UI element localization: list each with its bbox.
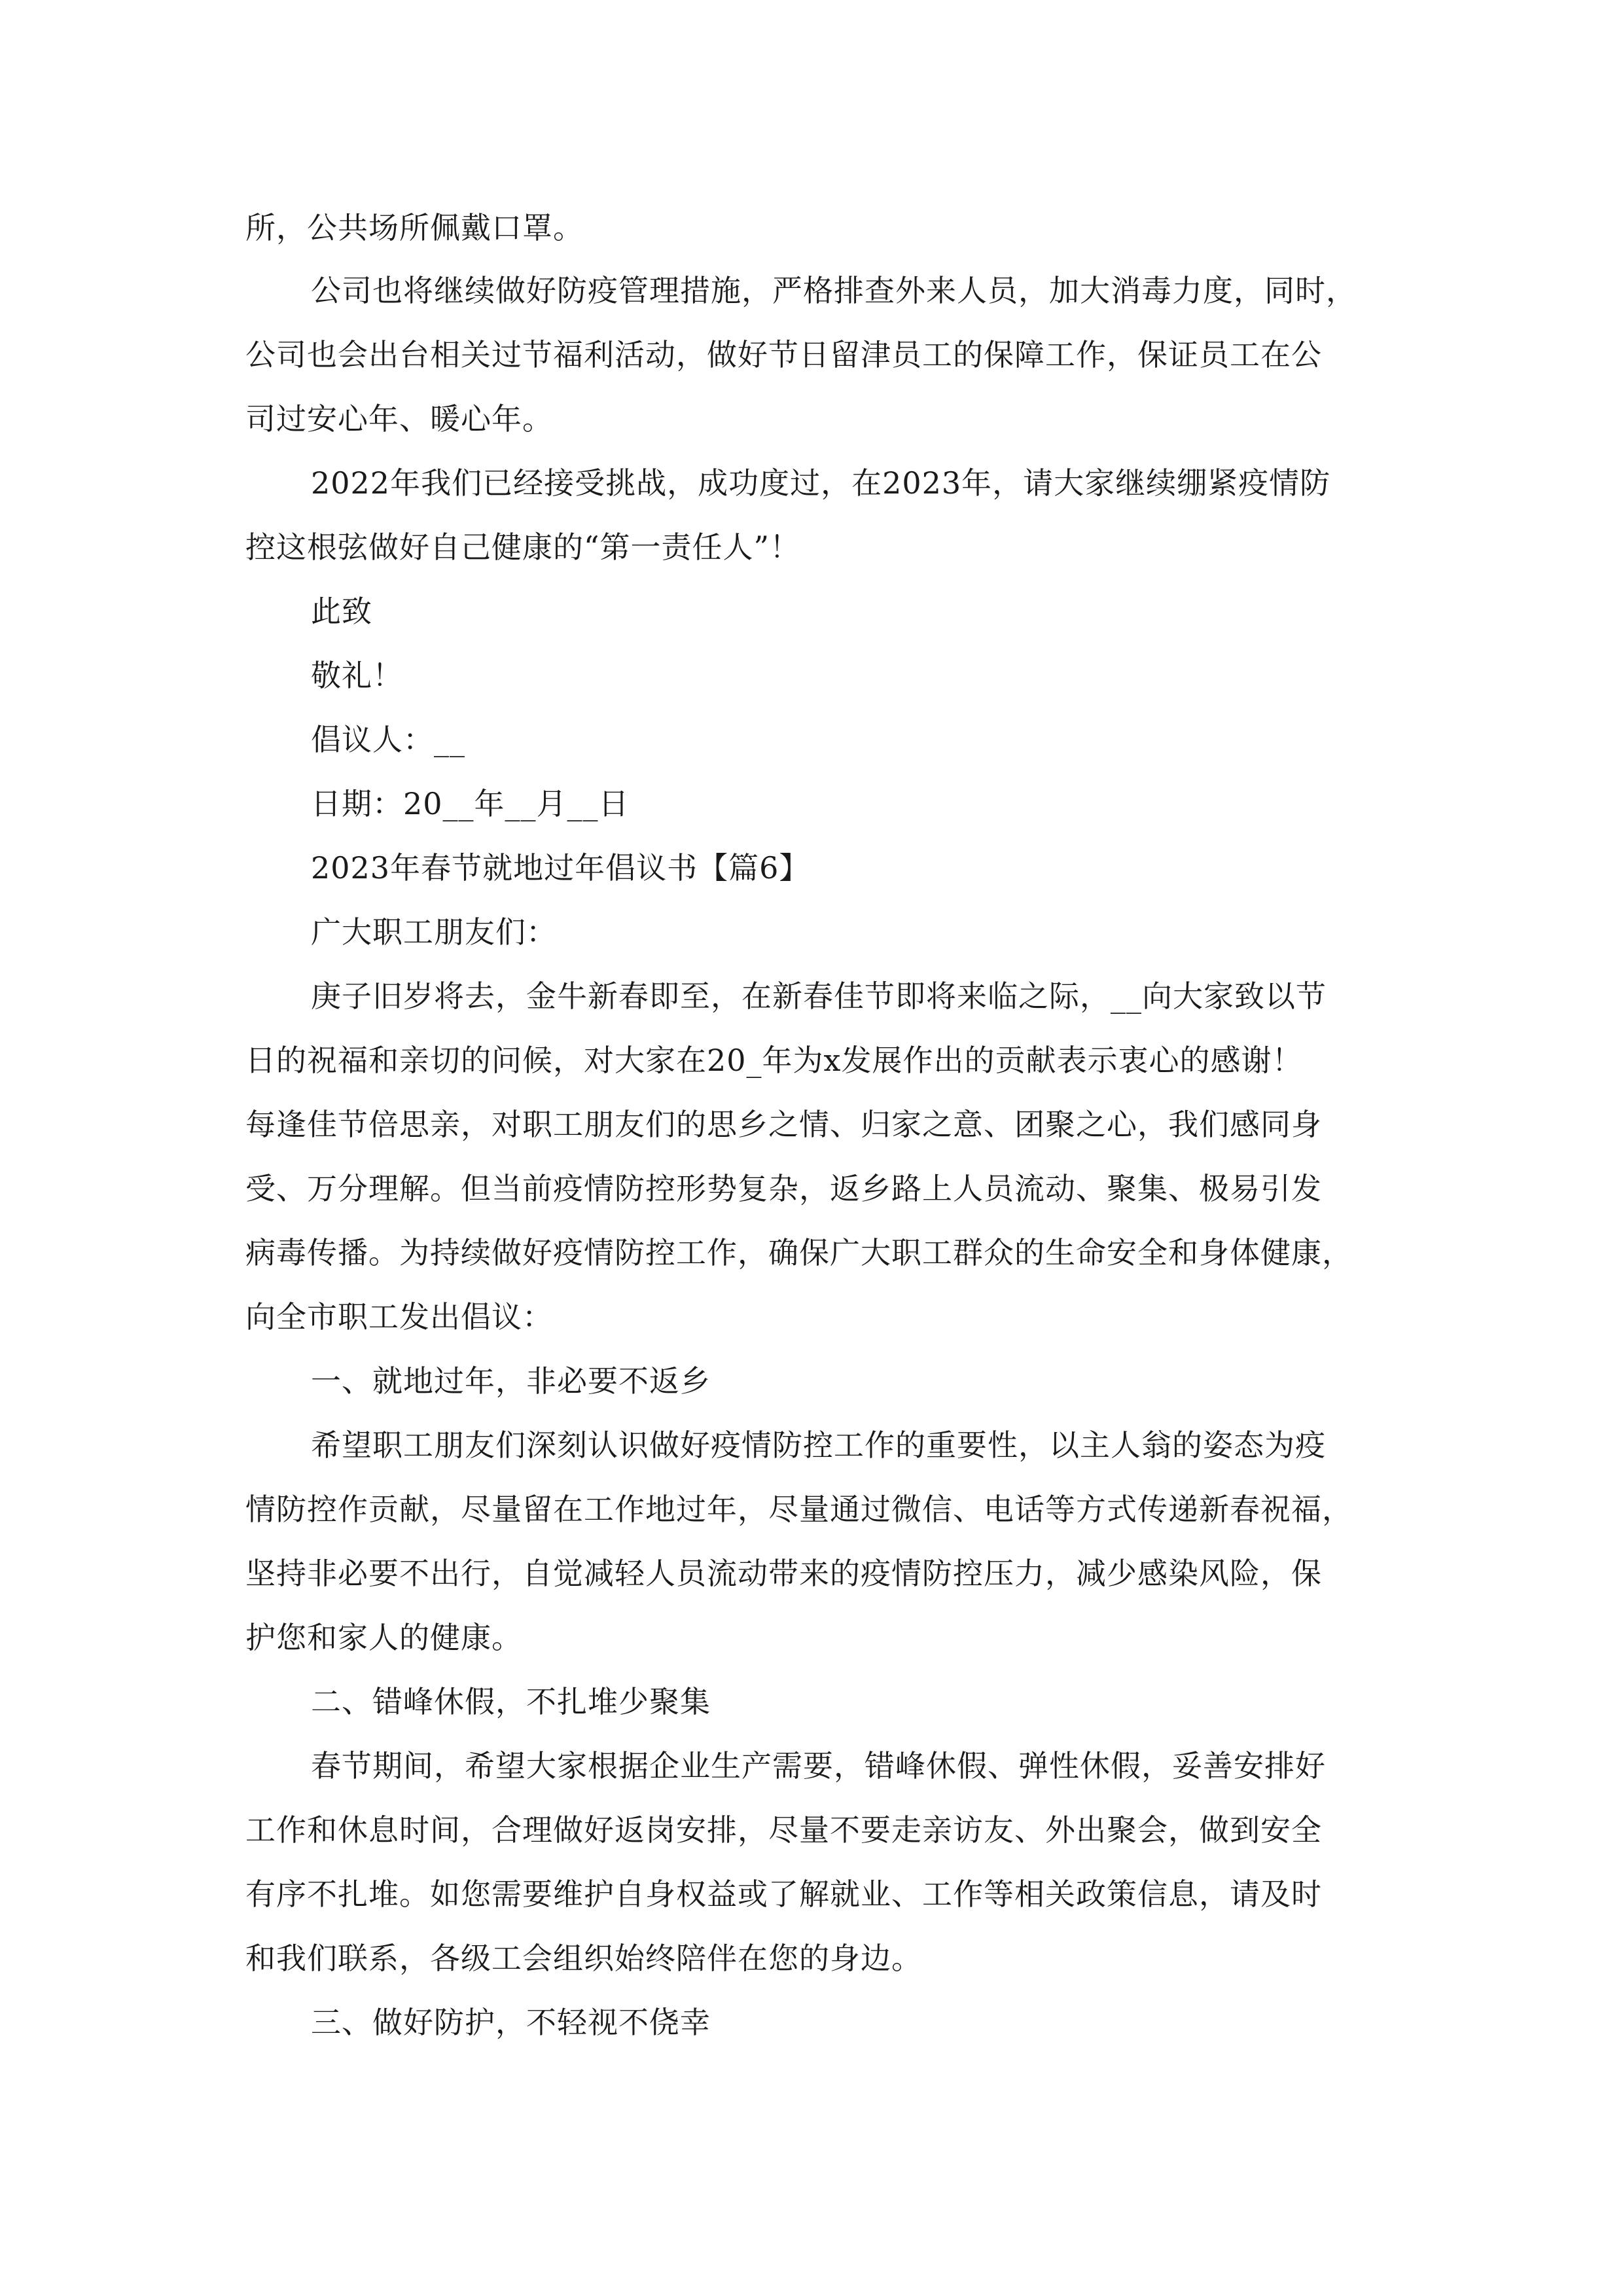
text-line: 受、万分理解。但当前疫情防控形势复杂，返乡路上人员流动、聚集、极易引发 bbox=[245, 1171, 1322, 1206]
signature-initiator: 倡议人：__ bbox=[311, 722, 465, 757]
text-line: 向全市职工发出倡议： bbox=[245, 1299, 553, 1335]
subheading: 一、就地过年，非必要不返乡 bbox=[311, 1363, 711, 1399]
text-line: 病毒传播。为持续做好疫情防控工作，确保广大职工群众的生命安全和身体健康， bbox=[245, 1235, 1353, 1270]
text-line: 和我们联系，各级工会组织始终陪伴在您的身边。 bbox=[245, 1941, 922, 1976]
text-line: 坚持非必要不出行，自觉减轻人员流动带来的疫情防控压力，减少感染风险，保 bbox=[245, 1556, 1322, 1591]
subheading: 三、做好防护，不轻视不侥幸 bbox=[311, 2005, 711, 2040]
text-line: 公司也会出台相关过节福利活动，做好节日留津员工的保障工作，保证员工在公 bbox=[245, 337, 1322, 372]
subheading: 二、错峰休假，不扎堆少聚集 bbox=[311, 1684, 711, 1719]
text-line: 情防控作贡献，尽量留在工作地过年，尽量通过微信、电话等方式传递新春祝福， bbox=[245, 1492, 1353, 1527]
text-line: 希望职工朋友们深刻认识做好疫情防控工作的重要性，以主人翁的姿态为疫 bbox=[311, 1427, 1326, 1463]
closing-regards: 敬礼！ bbox=[311, 658, 403, 693]
text-line: 每逢佳节倍思亲，对职工朋友们的思乡之情、归家之意、团聚之心，我们感同身 bbox=[245, 1107, 1322, 1142]
text-line: 有序不扎堆。如您需要维护自身权益或了解就业、工作等相关政策信息，请及时 bbox=[245, 1876, 1322, 1912]
text-line: 控这根弦做好自己健康的“第一责任人”！ bbox=[245, 529, 801, 565]
closing-salutation: 此致 bbox=[311, 594, 372, 629]
signature-date: 日期：20__年__月__日 bbox=[311, 786, 630, 821]
text-line: 工作和休息时间，合理做好返岗安排，尽量不要走亲访友、外出聚会，做到安全 bbox=[245, 1812, 1322, 1848]
text-line: 庚子旧岁将去，金牛新春即至，在新春佳节即将来临之际，__向大家致以节 bbox=[311, 978, 1327, 1014]
text-line: 护您和家人的健康。 bbox=[245, 1620, 522, 1655]
text-line: 司过安心年、暖心年。 bbox=[245, 401, 553, 437]
greeting: 广大职工朋友们： bbox=[311, 914, 557, 950]
text-line: 春节期间，希望大家根据企业生产需要，错峰休假、弹性休假，妥善安排好 bbox=[311, 1748, 1326, 1784]
text-line: 2022年我们已经接受挑战，成功度过，在2023年，请大家继续绷紧疫情防 bbox=[311, 465, 1331, 501]
text-line: 所，公共场所佩戴口罩。 bbox=[245, 210, 584, 245]
text-line: 公司也将继续做好防疫管理措施，严格排查外来人员，加大消毒力度，同时， bbox=[311, 273, 1357, 308]
text-line: 日的祝福和亲切的问候，对大家在20_年为x发展作出的贡献表示衷心的感谢！ bbox=[245, 1043, 1303, 1078]
section-title: 2023年春节就地过年倡议书【篇6】 bbox=[311, 850, 810, 886]
